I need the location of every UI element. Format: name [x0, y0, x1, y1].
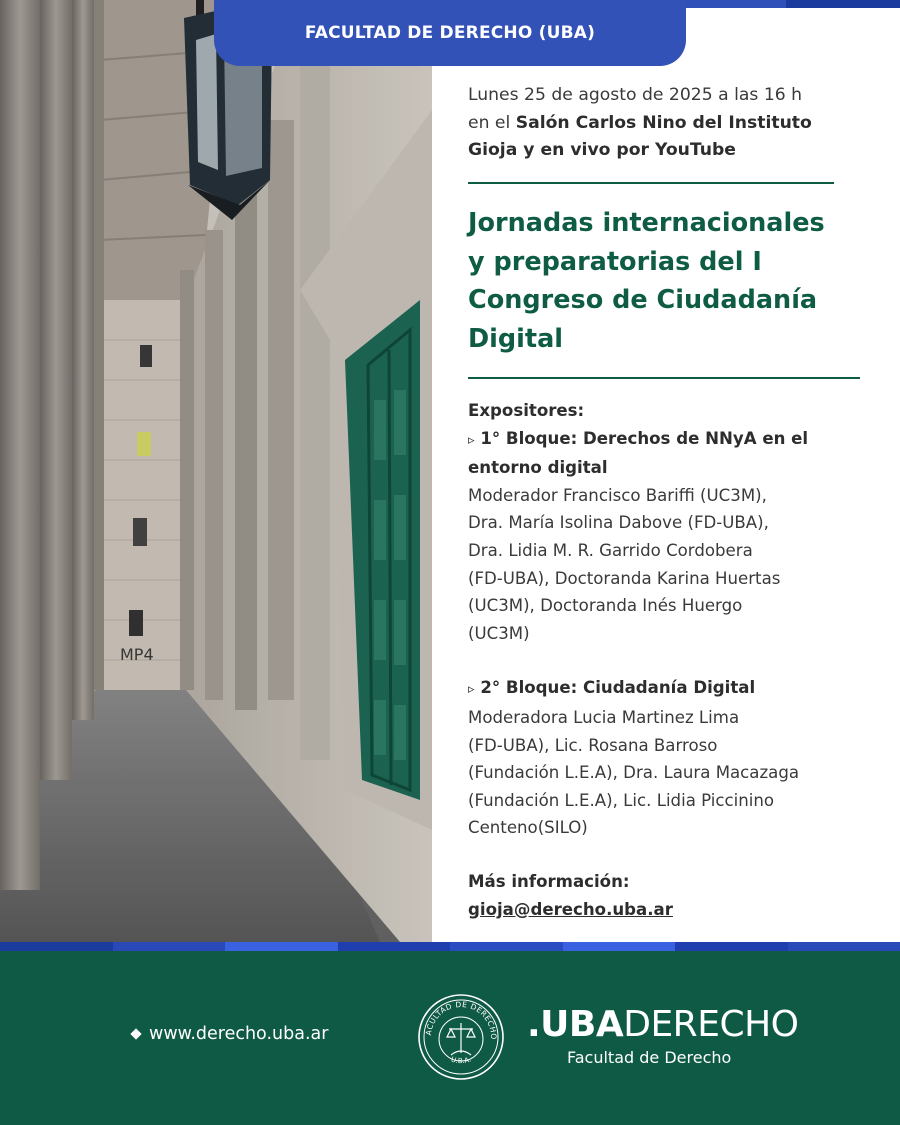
event-place-line: en el Salón Carlos Nino del Instituto: [468, 112, 812, 133]
logo-subtitle: Facultad de Derecho: [567, 1048, 732, 1067]
event-title: Jornadas internacionales y preparatorias del I Congreso de Ciudadanía Digital: [468, 208, 825, 354]
diamond-bullet-icon: [130, 1028, 141, 1039]
header-banner: [214, 0, 686, 66]
building-photo: [0, 0, 432, 942]
event-info: [468, 82, 878, 165]
block-1-text: Moderador Francisco Bariffi (UC3M),: [468, 485, 767, 505]
event-date: Lunes 25 de agosto de 2025 a las 16 h: [468, 85, 803, 105]
svg-text:MP4: MP4: [120, 645, 154, 664]
speakers-section: Expositores: ▹ 1° Bloque: Derechos de NNyA en el entorno digital Moderador Francisco Bariffi (UC3M), Dra. María Isolina Dabove (FD-UBA), Dra. Lidia M. R. Garrido Cordobera (FD-UBA), Doctoranda Karina Huertas (UC3M), Doctoranda Inés Huergo (UC3M) ▹ 2° Bloque: Ciudadanía Digital Moderadora Lucia Martinez Lima (FD-UBA), Lic. Rosana Barroso (Fundación L.E.A), Dra. Laura Macazaga (Fundación L.E.A), Lic. Lidia Piccinino Centeno(SILO): [468, 397, 878, 842]
block-2-title: ▹ 2° Bloque: Ciudadanía Digital: [468, 678, 756, 698]
top-stripe: [686, 0, 900, 8]
website-url[interactable]: www.derecho.uba.ar: [149, 1024, 329, 1044]
event-venue-cont: Gioja y en vivo por YouTube: [468, 140, 736, 160]
email-link[interactable]: gioja@derecho.uba.ar: [468, 899, 673, 919]
block-1-title: ▹ 1° Bloque: Derechos de NNyA en el: [468, 428, 809, 448]
triangle-bullet-icon: ▹: [468, 682, 475, 698]
svg-text:U.B.A.: [450, 1055, 472, 1065]
logo-derecho: DERECHO: [623, 1004, 799, 1045]
block-1-title-cont: entorno digital: [468, 458, 608, 478]
seal-text-bottom: U.B.A.: [449, 1055, 473, 1066]
block-2-text: Moderadora Lucia Martinez Lima: [468, 707, 740, 727]
triangle-bullet-icon: ▹: [468, 432, 475, 448]
more-info: [468, 868, 673, 923]
event-venue: Salón Carlos Nino del Instituto: [515, 112, 812, 133]
uba-derecho-logo: [527, 1004, 799, 1068]
divider-2: [468, 377, 860, 379]
university-seal-icon: [417, 993, 505, 1081]
header-title: FACULTAD DE DERECHO (UBA): [304, 23, 596, 43]
bottom-stripe: [0, 942, 900, 951]
speakers-label: Expositores:: [468, 401, 585, 420]
logo-uba: .UBA: [527, 1004, 624, 1045]
seal-text-top: ACULTAD DE DERECHO: [423, 999, 499, 1040]
website[interactable]: [132, 1024, 328, 1044]
divider-1: [468, 182, 834, 184]
more-info-label: Más información:: [468, 872, 630, 891]
